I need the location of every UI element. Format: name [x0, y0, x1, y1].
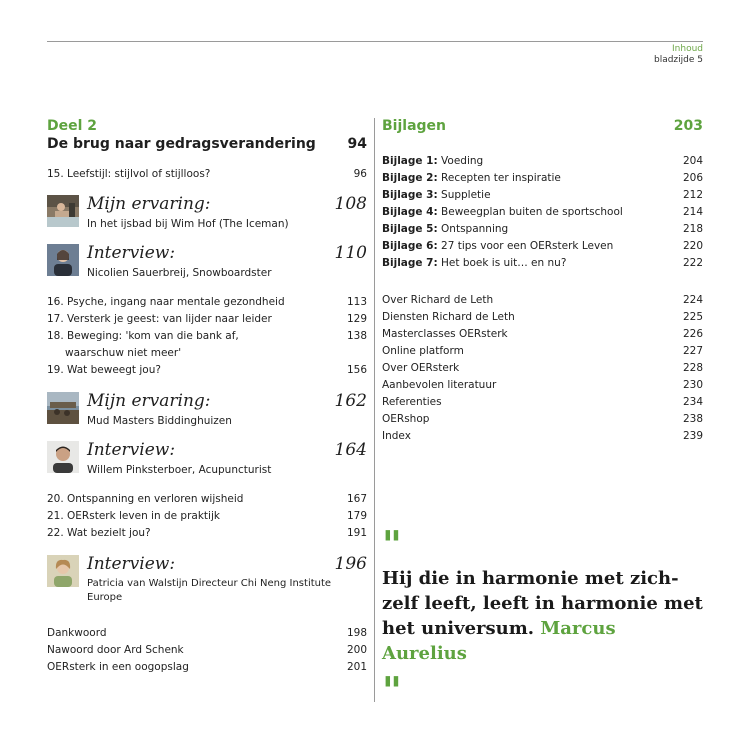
extras-title: Index: [382, 430, 411, 442]
toc-entry-page: 156: [346, 364, 367, 376]
portrait-woman-icon: [47, 244, 79, 276]
feature-mijn-ervaring-icebath[interactable]: [47, 194, 367, 231]
quote-text: Hij die in harmonie met zich-zelf leeft, leeft in harmonie met het universum.: [382, 568, 703, 639]
extras-title: Over Richard de Leth: [382, 294, 494, 306]
feature-subtitle: Willem Pinksterboer, Acupuncturist: [87, 464, 272, 476]
toc-entry-title: 19. Wat beweegt jou?: [47, 364, 161, 376]
extras-page: 227: [682, 345, 703, 357]
quote-text-block: [382, 566, 703, 666]
chapter-list-b: [47, 491, 367, 542]
toc-entry-page: 96: [353, 168, 367, 180]
toc-entry-page: 113: [346, 296, 367, 308]
feature-interview-sauerbreij[interactable]: [47, 243, 367, 280]
part-title: De brug naar gedragsverandering: [47, 136, 316, 152]
toc-entry-20[interactable]: [47, 491, 367, 508]
toc-entry-title: 18. Beweging: 'kom van die bank af,: [47, 330, 239, 342]
toc-entry-page: 138: [346, 330, 367, 342]
appendix-entry-5[interactable]: [382, 221, 703, 238]
feature-subtitle: Patricia van Walstijn Directeur Chi Neng Institute Europe: [87, 578, 332, 603]
part-page: 94: [347, 136, 367, 152]
appendix-label: Bijlage 5:: [382, 223, 438, 235]
part-heading: [47, 135, 367, 153]
extras-entry[interactable]: [382, 343, 703, 360]
part-label: Deel 2: [47, 118, 98, 134]
extras-title: Referenties: [382, 396, 442, 408]
extras-entry[interactable]: [382, 394, 703, 411]
appendix-page: 220: [682, 240, 703, 252]
appendix-entry-3[interactable]: [382, 187, 703, 204]
feature-page: 110: [334, 243, 367, 263]
appendix-page: 212: [682, 189, 703, 201]
icebath-photo-icon: [47, 195, 79, 227]
extras-entry[interactable]: [382, 309, 703, 326]
appendix-title: Suppletie: [441, 189, 491, 201]
appendix-heading: [382, 118, 703, 134]
running-head-section: Inhoud: [672, 44, 703, 54]
chapter-list-a: [47, 294, 367, 379]
toc-entry-17[interactable]: [47, 311, 367, 328]
portrait-man-icon: [47, 441, 79, 473]
toc-entry-22[interactable]: [47, 525, 367, 542]
toc-entry-18[interactable]: [47, 328, 367, 362]
extras-entry[interactable]: [382, 326, 703, 343]
extras-title: Over OERsterk: [382, 362, 460, 374]
appendix-title: Beweegplan buiten de sportschool: [441, 206, 623, 218]
appendix-heading-title: Bijlagen: [382, 118, 446, 134]
running-head: [654, 44, 703, 66]
appendix-page: 218: [682, 223, 703, 235]
toc-entry-oogopslag[interactable]: [47, 659, 367, 676]
running-head-page: bladzijde 5: [653, 55, 703, 65]
toc-entry-title: 20. Ontspanning en verloren wijsheid: [47, 493, 244, 505]
quote-author: Marcus Aurelius: [382, 618, 616, 664]
toc-entry-title: 16. Psyche, ingang naar mentale gezondheid: [47, 296, 285, 308]
appendix-title: Recepten ter inspiratie: [441, 172, 561, 184]
feature-heading: Interview:: [87, 243, 176, 263]
appendix-title: Ontspanning: [441, 223, 509, 235]
feature-subtitle: Mud Masters Biddinghuizen: [87, 415, 232, 427]
extras-entry[interactable]: [382, 428, 703, 445]
feature-heading: Mijn ervaring:: [87, 194, 211, 214]
feature-heading: Interview:: [87, 440, 176, 460]
extras-title: Online platform: [382, 345, 464, 357]
extras-title: Aanbevolen literatuur: [382, 379, 497, 391]
toc-entry-title: 15. Leefstijl: stijlvol of stijlloos?: [47, 168, 211, 180]
extras-title: OERshop: [382, 413, 430, 425]
appendix-entry-1[interactable]: [382, 153, 703, 170]
mud-run-photo-icon: [47, 392, 79, 424]
appendix-title: Het boek is uit… en nu?: [441, 257, 567, 269]
appendix-label: Bijlage 6:: [382, 240, 438, 252]
toc-entry-dankwoord[interactable]: [47, 625, 367, 642]
toc-entry-title: OERsterk in een oogopslag: [47, 661, 189, 673]
appendix-entry-2[interactable]: [382, 170, 703, 187]
appendix-label: Bijlage 1:: [382, 155, 438, 167]
appendix-page: 214: [682, 206, 703, 218]
extras-title: Masterclasses OERsterk: [382, 328, 508, 340]
toc-entry-16[interactable]: [47, 294, 367, 311]
toc-entry-page: 198: [346, 627, 367, 639]
extras-entry[interactable]: [382, 292, 703, 309]
extras-entry[interactable]: [382, 360, 703, 377]
top-rule: [47, 41, 703, 42]
toc-entry-title: Nawoord door Ard Schenk: [47, 644, 184, 656]
toc-entry-page: 167: [346, 493, 367, 505]
toc-entry-21[interactable]: [47, 508, 367, 525]
appendix-entry-7[interactable]: [382, 255, 703, 272]
feature-interview-van-walstijn[interactable]: [47, 554, 367, 605]
appendix-entry-4[interactable]: [382, 204, 703, 221]
feature-interview-pinksterboer[interactable]: [47, 440, 367, 477]
feature-page: 196: [334, 554, 367, 574]
toc-entry-title: Dankwoord: [47, 627, 107, 639]
toc-right-column: [382, 118, 703, 713]
appendix-page: 204: [682, 155, 703, 167]
appendix-title: Voeding: [441, 155, 484, 167]
toc-entry-page: 201: [346, 661, 367, 673]
feature-page: 162: [334, 391, 367, 411]
feature-heading: Mijn ervaring:: [87, 391, 211, 411]
toc-entry-title-cont: waarschuw niet meer': [65, 347, 182, 359]
extras-page: 228: [682, 362, 703, 374]
toc-entry-title: 21. OERsterk leven in de praktijk: [47, 510, 220, 522]
extras-entry[interactable]: [382, 377, 703, 394]
appendix-label: Bijlage 3:: [382, 189, 438, 201]
extras-page: 225: [682, 311, 703, 323]
toc-entry-nawoord[interactable]: [47, 642, 367, 659]
extras-entry[interactable]: [382, 411, 703, 428]
extras-page: 239: [682, 430, 703, 442]
toc-entry-15[interactable]: [47, 166, 367, 183]
appendix-page: 222: [682, 257, 703, 269]
toc-entry-page: 200: [346, 644, 367, 656]
extras-list: [382, 292, 703, 445]
toc-entry-19[interactable]: [47, 362, 367, 379]
appendix-list: [382, 153, 703, 272]
appendix-label: Bijlage 2:: [382, 172, 438, 184]
appendix-entry-6[interactable]: [382, 238, 703, 255]
appendix-page: 206: [682, 172, 703, 184]
pull-quote: [382, 522, 703, 713]
extras-page: 238: [682, 413, 703, 425]
toc-left-column: [47, 118, 367, 676]
portrait-woman-2-icon: [47, 555, 79, 587]
toc-entry-title: 17. Versterk je geest: van lijder naar leider: [47, 313, 272, 325]
extras-page: 224: [682, 294, 703, 306]
toc-entry-page: 191: [346, 527, 367, 539]
feature-mijn-ervaring-mudmasters[interactable]: [47, 391, 367, 428]
feature-heading: Interview:: [87, 554, 176, 574]
appendix-heading-page: 203: [673, 118, 703, 134]
feature-subtitle: In het ijsbad bij Wim Hof (The Iceman): [87, 218, 289, 230]
back-matter-list: [47, 625, 367, 676]
toc-entry-title-wrap: [47, 328, 239, 362]
extras-page: 230: [682, 379, 703, 391]
appendix-label: Bijlage 4:: [382, 206, 438, 218]
feature-page: 164: [334, 440, 367, 460]
quote-open-mark: ": [382, 522, 402, 567]
extras-title: Diensten Richard de Leth: [382, 311, 515, 323]
extras-page: 226: [682, 328, 703, 340]
feature-subtitle: Nicolien Sauerbreij, Snowboardster: [87, 267, 272, 279]
feature-page: 108: [334, 194, 367, 214]
quote-close-mark: ": [382, 668, 402, 713]
appendix-label: Bijlage 7:: [382, 257, 438, 269]
toc-entry-page: 129: [346, 313, 367, 325]
toc-entry-title: 22. Wat bezielt jou?: [47, 527, 151, 539]
extras-page: 234: [682, 396, 703, 408]
column-divider: [374, 118, 375, 702]
appendix-title: 27 tips voor een OERsterk Leven: [441, 240, 614, 252]
toc-entry-page: 179: [346, 510, 367, 522]
